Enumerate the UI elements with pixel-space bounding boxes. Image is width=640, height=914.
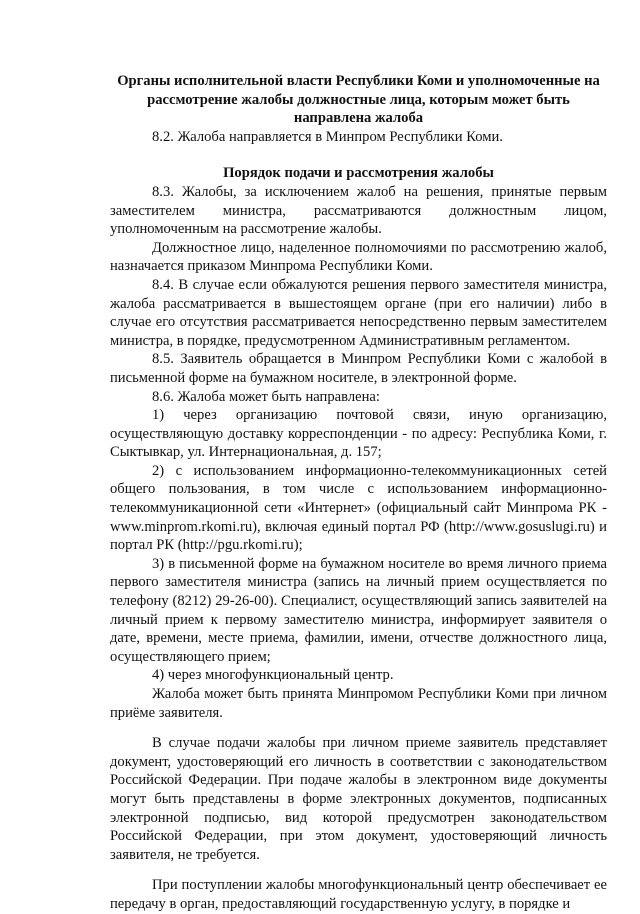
paragraph-official: Должностное лицо, наделенное полномочиями по рассмотрению жалоб, назначается приказом Минпрома Республики Коми. (110, 239, 607, 275)
list-item-mfc: 4) через многофункциональный центр. (152, 667, 394, 684)
paragraph-personal-acceptance: Жалоба может быть принята Минпромом Республики Коми при личном приёме заявителя. (110, 686, 607, 721)
paragraph-8-4: 8.4. В случае если обжалуются решения первого заместителя министра, жалоба рассматривается в вышестоящем органе (при его наличии) либо в случае его отсутствия рассматривается непосредственно первым заместителем министра, в порядке, предусмотренном Административным регламентом. (110, 276, 607, 349)
document-body (110, 72, 607, 914)
list-item-postal: 1) через организацию почтовой связи, иную организацию, осуществляющую доставку корреспонденции - по адресу: Республика Коми, г. Сыктывкар, ул. Интернациональная, д. 157; (110, 407, 607, 461)
section-heading-authorities: Органы исполнительной власти Республики Коми и уполномоченные на рассмотрение жалобы должностные лица, которым может быть направлена жалоба (117, 73, 600, 127)
paragraph-8-5: 8.5. Заявитель обращается в Минпром Республики Коми с жалобой в письменной форме на бумажном носителе, в электронной форме. (110, 351, 607, 386)
section-heading-procedure: Порядок подачи и рассмотрения жалобы (223, 165, 494, 182)
paragraph-mfc-transfer: При поступлении жалобы многофункциональный центр обеспечивает ее передачу в орган, предоставляющий государственную услугу, в порядке и (110, 877, 607, 912)
paragraph-8-3: 8.3. Жалобы, за исключением жалоб на решения, принятые первым заместителем министра, рассматриваются должностным лицом, уполномоченным на рассмотрение жалобы. (110, 183, 607, 238)
list-item-internet: 2) с использованием информационно-телекоммуникационных сетей общего пользования, в том числе с использованием информационно-телекоммуникационной сети «Интернет» (официальный сайт Минпрома РК - www.minprom.rkomi.ru), включая единый портал РФ (http://www.gosuslugi.ru) и портал РК (http://pgu.rkomi.ru); (110, 462, 607, 554)
paragraph-8-6: 8.6. Жалоба может быть направлена: (152, 388, 380, 405)
paragraph-identity-document: В случае подачи жалобы при личном приеме заявитель представляет документ, удостоверяющий его личность в соответствии с законодательством Российской Федерации. При подаче жалобы в электронном виде документы могут быть представлены в форме электронных документов, подписанных электронной подписью, вид которой предусмотрен законодательством Российской Федерации, при этом документ, удостоверяющий личность заявителя, не требуется. (110, 735, 607, 863)
list-item-personal-reception: 3) в письменной форме на бумажном носителе во время личного приема первого заместителя министра (запись на личный прием осуществляется по телефону (8212) 29-26-00). Специалист, осуществляющий запись заявителей на личный прием к первому заместителю министра, информирует заявителя о дате, времени, месте приема, фамилии, имени, отчестве должностного лица, осуществляющего прием; (110, 555, 607, 665)
paragraph-8-2: 8.2. Жалоба направляется в Минпром Республики Коми. (152, 128, 503, 145)
